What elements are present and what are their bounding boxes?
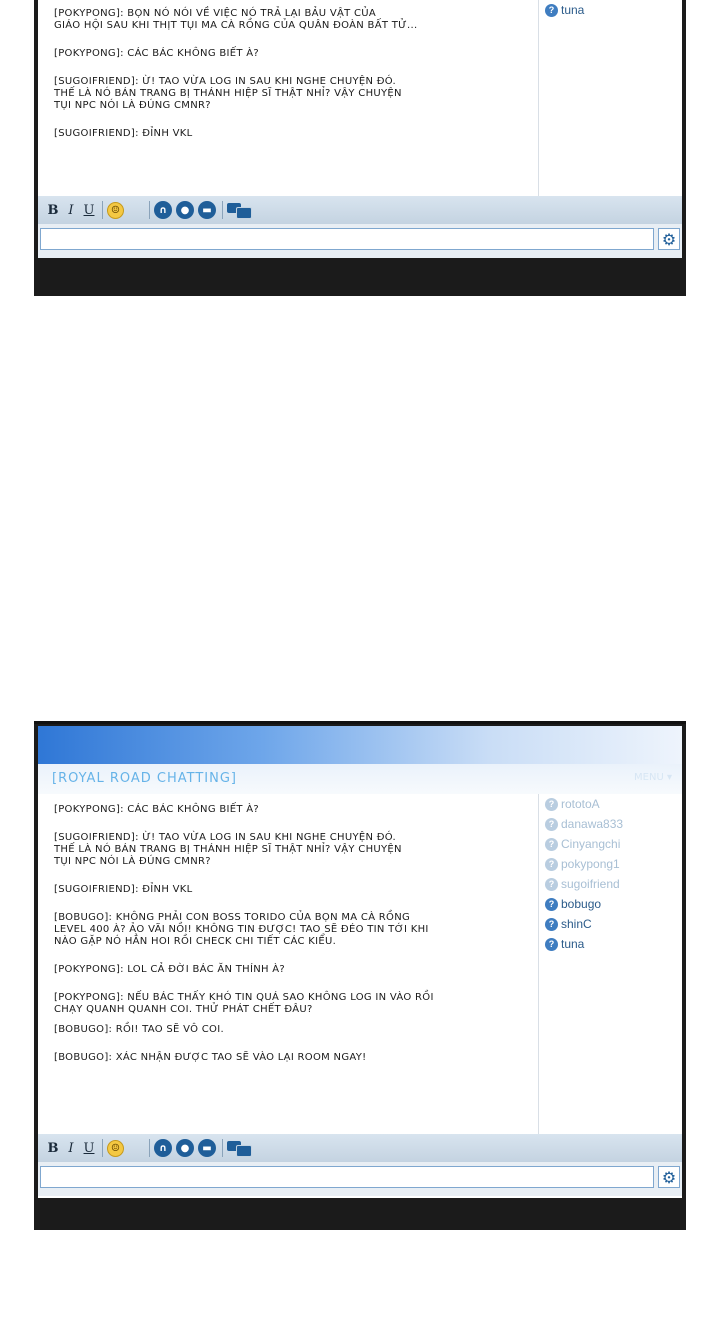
user-icon[interactable]: ● (176, 1139, 194, 1157)
user-list-item[interactable] (545, 834, 682, 854)
user-list-item[interactable] (545, 934, 682, 954)
bold-button[interactable]: B (47, 202, 59, 218)
chat-panel-bottom (34, 721, 686, 1230)
room-title: [ROYAL ROAD CHATTING] (52, 771, 237, 786)
underline-button[interactable]: U (83, 1140, 95, 1156)
user-name: tuna (561, 937, 585, 951)
toolbar-divider (149, 1139, 150, 1157)
user-name: rototoA (561, 797, 600, 811)
smiley-icon[interactable]: ☺ (107, 202, 124, 219)
user-icon[interactable]: ● (176, 201, 194, 219)
user-list (538, 794, 682, 1134)
chat-input[interactable] (40, 1166, 654, 1188)
headphones-icon[interactable]: ∩ (154, 201, 172, 219)
gear-icon[interactable]: ⚙ (658, 228, 680, 250)
help-icon: ? (545, 898, 558, 911)
chat-input[interactable] (40, 228, 654, 250)
underline-button[interactable]: U (83, 202, 95, 218)
user-name: tuna (561, 3, 585, 17)
help-icon: ? (545, 938, 558, 951)
user-name: Cinyangchi (561, 837, 621, 851)
format-toolbar (38, 1134, 682, 1162)
toolbar-divider (102, 1139, 103, 1157)
user-list-item[interactable] (545, 794, 682, 814)
chat-window-bottom (38, 726, 682, 1198)
menu-button[interactable]: MENU ▾ (634, 772, 672, 783)
help-icon: ? (545, 858, 558, 871)
bold-button[interactable]: B (47, 1140, 59, 1156)
color-palette-icon[interactable] (128, 1141, 143, 1156)
chat-message: [POKYPONG]: CÁC BÁC KHÔNG BIẾT À? (54, 48, 260, 59)
toolbar-divider (102, 201, 103, 219)
chat-message: [BOBUGO]: RỒI! TAO SẼ VÔ COI. (54, 1024, 224, 1035)
color-palette-icon[interactable] (128, 203, 143, 218)
user-name: sugoifriend (561, 877, 620, 891)
help-icon: ? (545, 818, 558, 831)
smiley-icon[interactable]: ☺ (107, 1140, 124, 1157)
help-icon: ? (545, 838, 558, 851)
help-icon: ? (545, 918, 558, 931)
chat-message: [SUGOIFRIEND]: Ừ! TAO VỪA LOG IN SAU KHI NGHE CHUYỆN ĐÓ. THẾ LÀ NÓ BÁN TRANG BỊ THÁNH HIỆP SĨ THẬT NHỈ? VẬY CHUYỆN TỤI NPC NÓI LÀ ĐÚNG CMNR? (54, 832, 402, 867)
chat-message: [POKYPONG]: BỌN NÓ NÓI VỀ VIỆC NÓ TRẢ LẠI BẢU VẬT CỦA GIÁO HỘI SAU KHI THỊT TỤI MA CÀ RỒNG CỦA QUÂN ĐOÀN BẤT TỬ... (54, 8, 418, 31)
mail-icon[interactable]: ▬ (198, 1139, 216, 1157)
headphones-icon[interactable]: ∩ (154, 1139, 172, 1157)
title-bar (38, 726, 682, 764)
user-list-item[interactable] (545, 894, 682, 914)
user-name: shinC (561, 917, 592, 931)
toolbar-divider (149, 201, 150, 219)
mail-icon[interactable]: ▬ (198, 201, 216, 219)
chat-panel-top (34, 0, 686, 296)
user-list-item[interactable] (545, 914, 682, 934)
user-name: bobugo (561, 897, 602, 911)
user-name: danawa833 (561, 817, 624, 831)
chat-message: [SUGOIFRIEND]: ĐỈNH VKL (54, 128, 193, 139)
toolbar-divider (222, 1139, 223, 1157)
chat-message: [POKYPONG]: CÁC BÁC KHÔNG BIẾT À? (54, 804, 260, 815)
user-list-item[interactable] (545, 854, 682, 874)
chat-bubbles-icon[interactable] (227, 1140, 251, 1156)
message-list (54, 8, 524, 156)
chat-window-top (38, 0, 682, 258)
toolbar-divider (222, 201, 223, 219)
chat-bubbles-icon[interactable] (227, 202, 251, 218)
help-icon: ? (545, 4, 558, 17)
italic-button[interactable]: I (68, 202, 74, 218)
input-row (38, 224, 682, 258)
user-list-item[interactable] (545, 814, 682, 834)
user-name: pokypong1 (561, 857, 620, 871)
user-list-item[interactable] (545, 0, 682, 20)
chat-message: [SUGOIFRIEND]: ĐỈNH VKL (54, 884, 193, 895)
gear-icon[interactable]: ⚙ (658, 1166, 680, 1188)
chat-message: [SUGOIFRIEND]: Ừ! TAO VỪA LOG IN SAU KHI NGHE CHUYỆN ĐÓ. THẾ LÀ NÓ BÁN TRANG BỊ THÁNH HIỆP SĨ THẬT NHỈ? VẬY CHUYỆN TỤI NPC NÓI LÀ ĐÚNG CMNR? (54, 76, 402, 111)
input-row (38, 1162, 682, 1196)
chat-message: [BOBUGO]: XÁC NHẬN ĐƯỢC TAO SẼ VÀO LẠI ROOM NGAY! (54, 1052, 367, 1063)
room-header (38, 764, 682, 794)
help-icon: ? (545, 798, 558, 811)
chat-message: [BOBUGO]: KHÔNG PHẢI CON BOSS TORIDO CỦA BỌN MA CÀ RỒNG LEVEL 400 À? ẢO VÃI NỒI! KHÔNG TIN ĐƯỢC! TAO SẼ ĐÉO TIN TỚI KHI NÀO GẶP NÓ HẲN HOI RỒI CHECK CHI TIẾT CÁC KIỂU. (54, 912, 429, 947)
format-toolbar (38, 196, 682, 224)
user-list-item[interactable] (545, 874, 682, 894)
italic-button[interactable]: I (68, 1140, 74, 1156)
help-icon: ? (545, 878, 558, 891)
chat-message: [POKYPONG]: NẾU BÁC THẤY KHÓ TIN QUÁ SAO KHÔNG LOG IN VÀO RỒI CHẠY QUANH QUANH COI. THỬ PHÁT CHẾT ĐÂU? (54, 992, 434, 1015)
message-list (54, 804, 524, 1080)
chat-message: [POKYPONG]: LOL CẢ ĐỜI BÁC ĂN THÍNH À? (54, 964, 286, 975)
user-list (538, 0, 682, 196)
